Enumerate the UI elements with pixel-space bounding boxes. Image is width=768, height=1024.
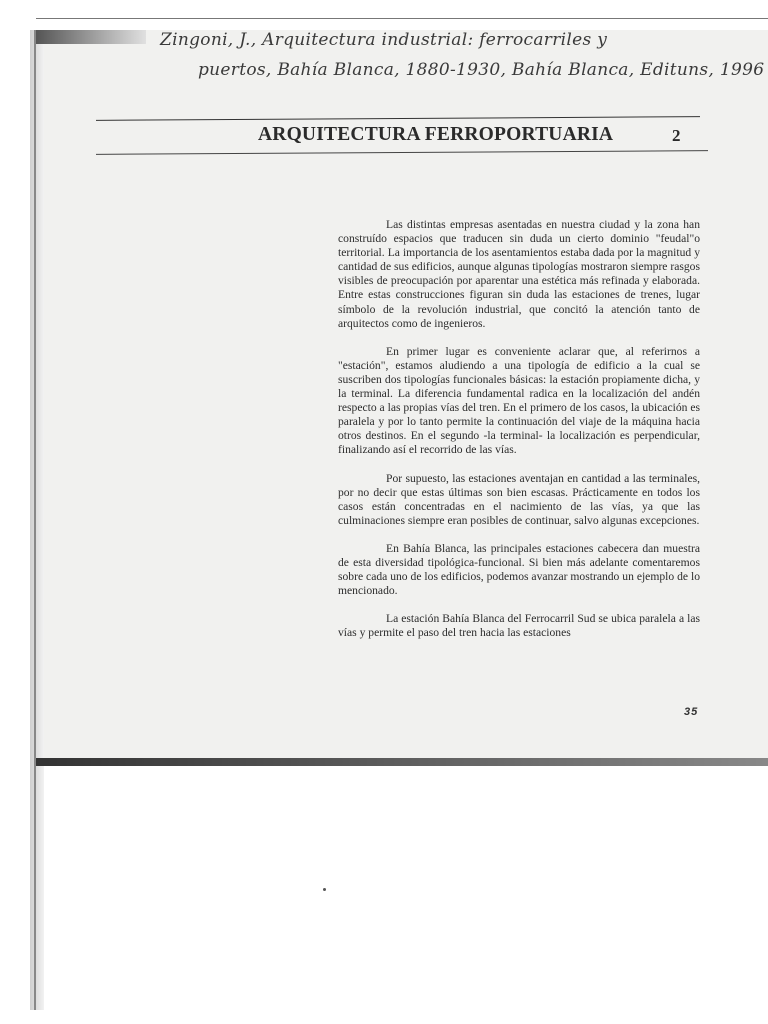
- paragraph: Las distintas empresas asentadas en nuestra ciudad y la zona han construído espacios que traducen sin duda un cierto dominio "feudal"o territorial. La importancia de los asentamientos estaba dada por la magnitud y cantidad de sus edificios, aunque algunas tipologías mostraron siempre rasgos visibles de preocupación por aparentar una estética más refinada y elaborada. Entre estas construcciones figuran sin duda las estaciones de trenes, lugar símbolo de la revolución industrial, que concitó la atención tanto de arquitectos como de ingenieros.: [338, 218, 700, 330]
- scan-speck: [323, 888, 326, 891]
- scan-corner-shadow: [36, 30, 146, 44]
- paragraph: En primer lugar es conveniente aclarar que, al referirnos a "estación", estamos aludiendo a una tipología de edificio a la cual se suscriben dos tipologías funcionales básicas: la estación propiamente dicha, y la terminal. La diferencia fundamental radica en la localización del andén respecto a las propias vías del tren. En el primero de los casos, la ubicación es paralela y por lo tanto permite la continuación del viaje de la máquina hacia otros destinos. En el segundo -la terminal- la localización es perpendicular, finalizando así el recorrido de las vías.: [338, 344, 700, 457]
- handwritten-citation-line-1: Zingoni, J., Arquitectura industrial: ferrocarriles y: [160, 30, 608, 50]
- paragraph: La estación Bahía Blanca del Ferrocarril Sud se ubica paralela a las vías y permite el paso del tren hacia las estaciones: [338, 612, 700, 640]
- scan-left-shadow: [30, 30, 44, 1010]
- scan-top-edge: [36, 18, 768, 19]
- chapter-title: ARQUITECTURA FERROPORTUARIA: [258, 124, 614, 145]
- page-number: 35: [684, 706, 699, 718]
- paragraph: En Bahía Blanca, las principales estaciones cabecera dan muestra de esta diversidad tipológica-funcional. Si bien más adelante comentaremos sobre cada uno de los edificios, podemos avanzar mostrando un ejemplo de lo mencionado.: [338, 541, 700, 598]
- scan-bottom-edge: [36, 758, 768, 766]
- blank-next-page: [44, 766, 768, 1024]
- scan-left-edge: [34, 30, 36, 1010]
- body-text: [338, 218, 700, 654]
- chapter-number: 2: [672, 126, 681, 145]
- handwritten-citation-line-2: puertos, Bahía Blanca, 1880-1930, Bahía Blanca, Edituns, 1996: [198, 60, 765, 80]
- paragraph: Por supuesto, las estaciones aventajan en cantidad a las terminales, por no decir que estas últimas son bien escasas. Prácticamente en todos los casos están concentradas en el nacimiento de las vías, ya que las culminaciones siempre eran posibles de continuar, salvo algunas excepciones.: [338, 471, 700, 527]
